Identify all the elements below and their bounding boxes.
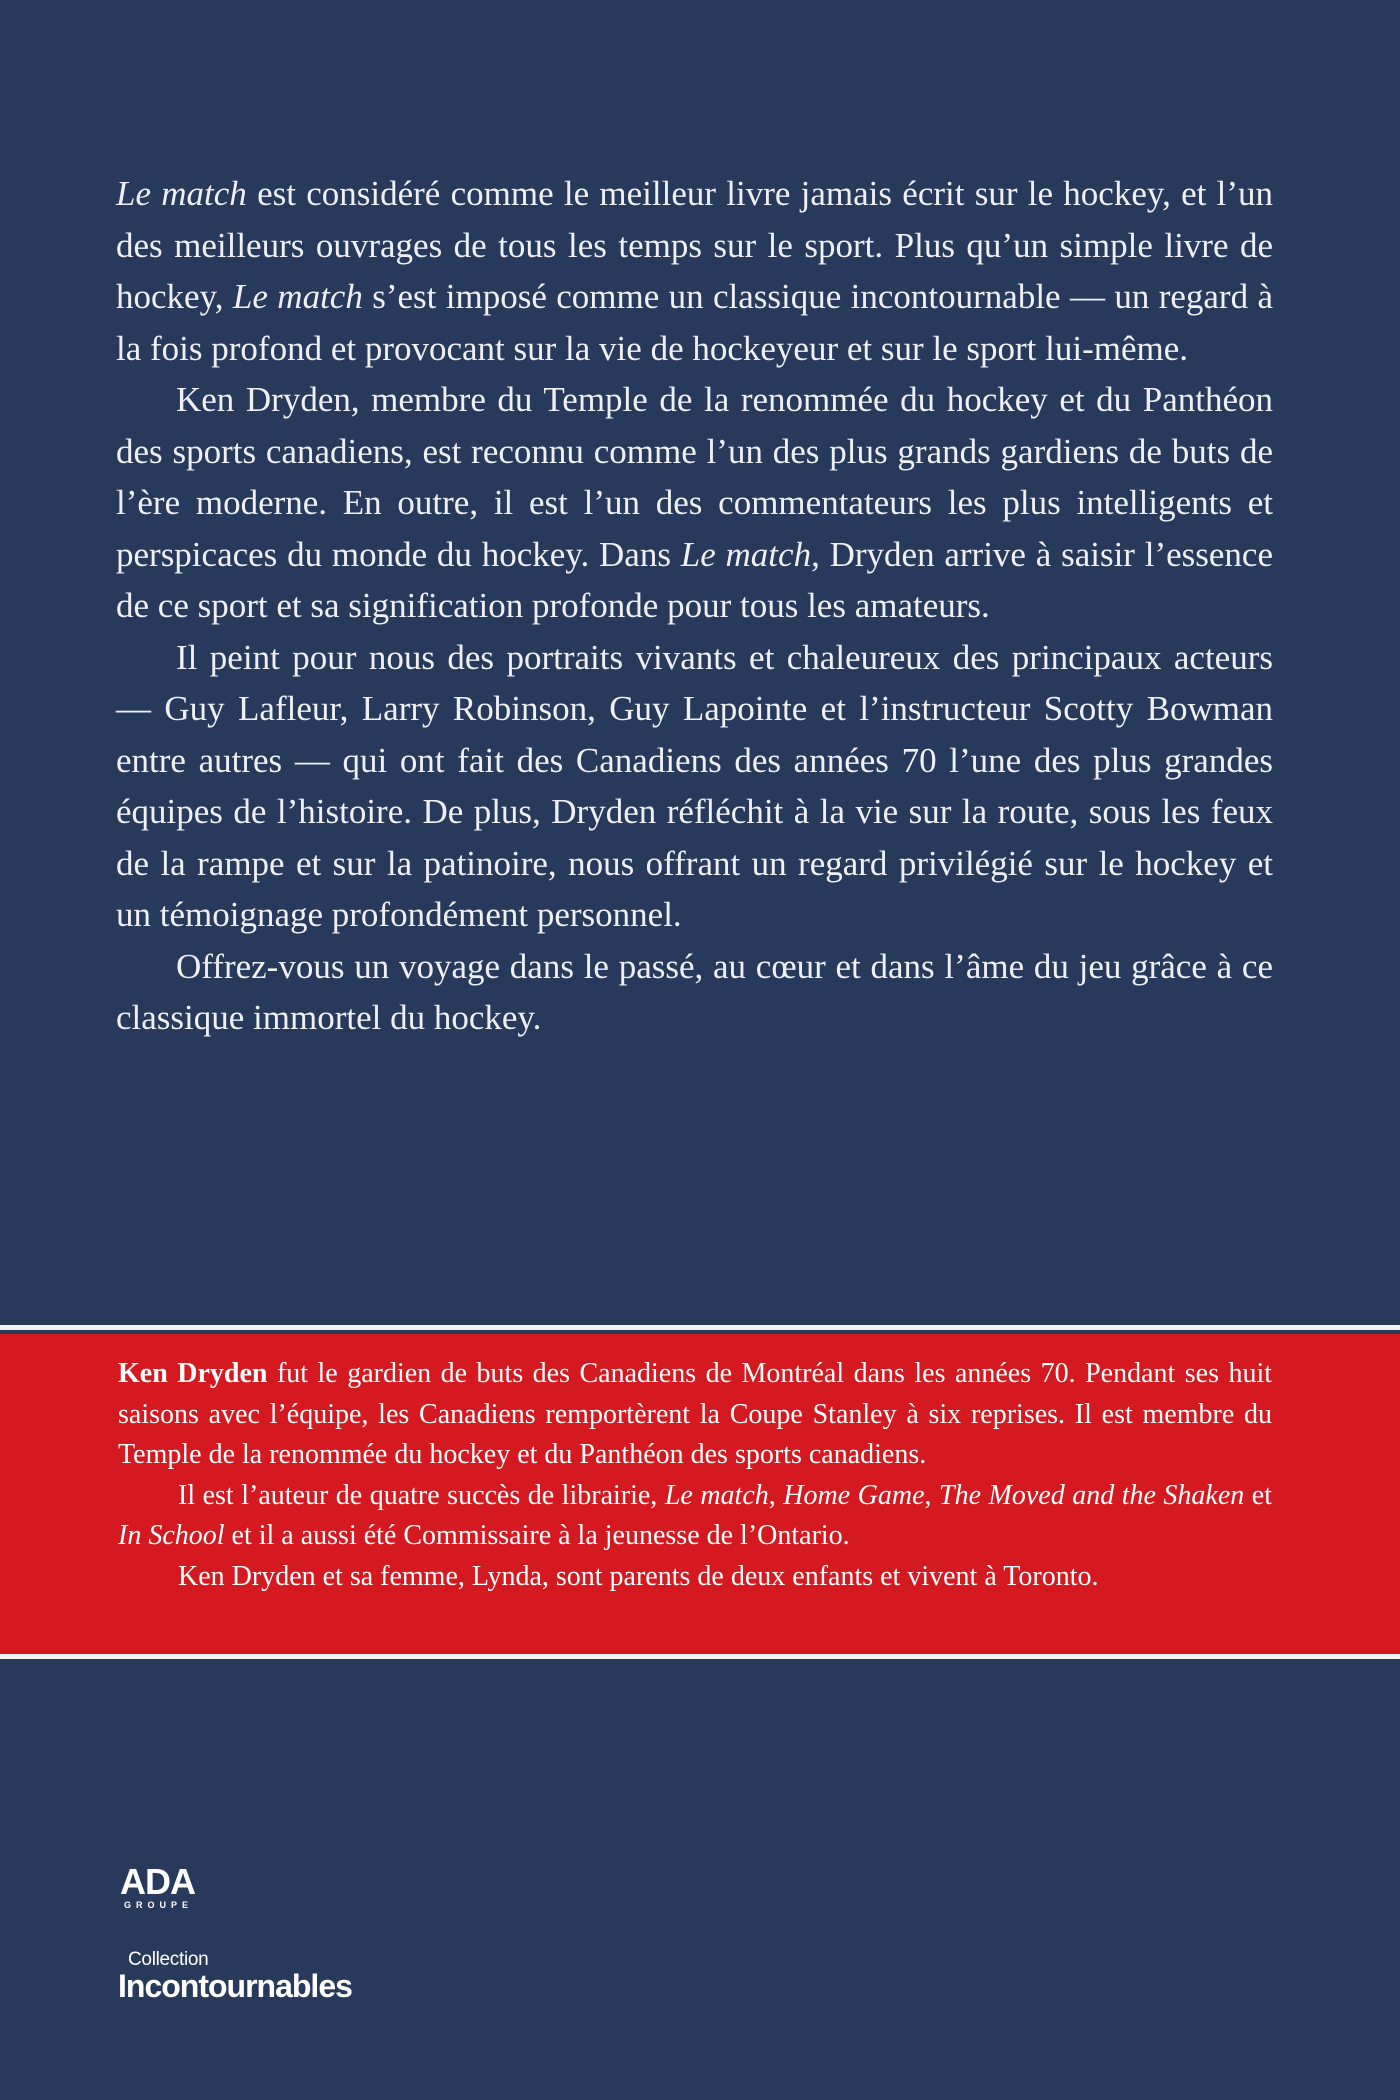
collection-label: Collection — [128, 1949, 209, 1970]
bio-paragraph-3: Ken Dryden et sa femme, Lynda, sont parents de deux enfants et vivent à Toronto. — [178, 1560, 1099, 1592]
bio-paragraph-2: Il est l’auteur de quatre succès de librairie, Le match, Home Game, The Moved and the Shaken et In School et il a aussi été Commissaire à la jeunesse de l’Ontario. — [118, 1479, 1273, 1551]
book-title: Le match — [680, 534, 812, 574]
author-bio — [118, 1354, 1272, 1597]
book-title: Le match — [664, 1479, 769, 1511]
blurb-paragraph-1: Le match est considéré comme le meilleur livre jamais écrit sur le hockey, et l’un des meilleurs ouvrages de tous les temps sur le sport. Plus qu’un simple livre de hockey, Le match s’est imposé comme un classique incontournable — un regard à la fois profond et provocant sur la vie de hockeyeur et sur le sport lui-même. — [116, 174, 1273, 368]
book-title: Le match — [116, 174, 247, 213]
book-title: The Moved and the Shaken — [939, 1479, 1245, 1511]
author-name: Ken Dryden — [118, 1358, 268, 1389]
blurb-paragraph-4: Offrez-vous un voyage dans le passé, au cœur et dans l’âme du jeu grâce à ce classique immortel du hockey. — [116, 946, 1273, 1037]
collection-name: Incontournables — [118, 1968, 352, 2004]
collection-logo — [118, 1950, 352, 2002]
band-top-rule — [0, 1325, 1400, 1330]
band-bottom-rule — [0, 1654, 1400, 1659]
publisher-logo — [120, 1861, 195, 1910]
bio-paragraph-1: Ken Dryden fut le gardien de buts des Canadiens de Montréal dans les années 70. Pendant ses huit saisons avec l’équipe, les Canadiens remportèrent la Coupe Stanley à six reprises. Il est membre du Temple de la renommée du hockey et du Panthéon des sports canadiens. — [118, 1358, 1273, 1470]
publisher-logo-subtitle: GROUPE — [124, 1900, 194, 1910]
publisher-logo-mark: ADA — [120, 1861, 195, 1902]
book-title: Le match — [232, 277, 363, 316]
blurb-paragraph-2: Ken Dryden, membre du Temple de la renommée du hockey et du Panthéon des sports canadiens, est reconnu comme l’un des plus grands gardiens de buts de l’ère moderne. En outre, il est l’un des commentateurs les plus intelligents et perspicaces du monde du hockey. Dans Le match, Dryden arrive à saisir l’essence de ce sport et sa signification profonde pour tous les amateurs. — [116, 380, 1273, 625]
book-title: Home Game — [783, 1479, 925, 1511]
book-title: In School — [118, 1520, 225, 1551]
description-blurb — [116, 168, 1273, 1044]
blurb-paragraph-3: Il peint pour nous des portraits vivants et chaleureux des principaux acteurs — Guy Lafleur, Larry Robinson, Guy Lapointe et l’instructeur Scotty Bowman entre autres — qui ont fait des Canadiens des années 70 l’une des plus grandes équipes de l’histoire. De plus, Dryden réfléchit à la vie sur la route, sous les feux de la rampe et sur la patinoire, nous offrant un regard privilégié sur le hockey et un témoignage profondément personnel. — [116, 637, 1273, 934]
